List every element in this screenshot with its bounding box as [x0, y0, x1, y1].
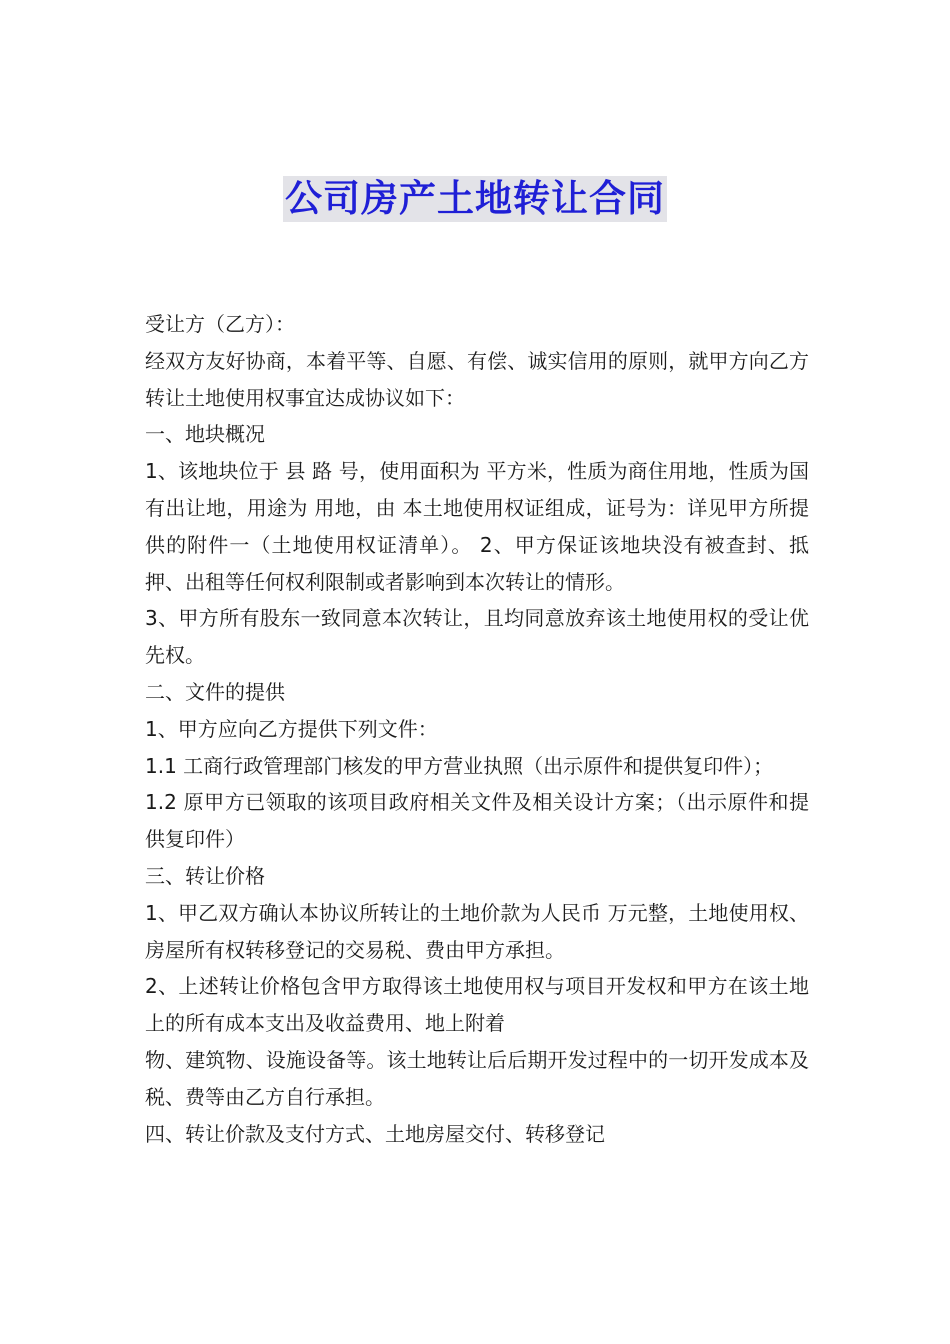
title-container [0, 176, 950, 222]
clause-1-1-and-2: 1、该地块位于 县 路 号，使用面积为 平方米，性质为商住用地，性质为国有出让地，用途为 用地，由 本土地使用权证组成，证号为：详见甲方所提供的附件一（土地使用权证清单）。 2、甲方保证该地块没有被查封、抵押、出租等任何权利限制或者影响到本次转让的情形。 [145, 459, 809, 594]
preamble-paragraph: 经双方友好协商，本着平等、自愿、有偿、诚实信用的原则，就甲方向乙方转让土地使用权事宜达成协议如下： [145, 348, 809, 410]
section-heading-2: 二、文件的提供 [145, 679, 285, 704]
section-heading-3: 三、转让价格 [145, 863, 265, 888]
section-heading-1: 一、地块概况 [145, 422, 265, 447]
document-title: 公司房产土地转让合同 [285, 177, 665, 220]
clause-3-2-part-b: 物、建筑物、设施设备等。该土地转让后后期开发过程中的一切开发成本及税、费等由乙方自行承担。 [145, 1047, 809, 1109]
clause-1-3: 3、甲方所有股东一致同意本次转让，且均同意放弃该土地使用权的受让优先权。 [145, 606, 809, 668]
clause-2-1-2: 1.2 原甲方已领取的该项目政府相关文件及相关设计方案；（出示原件和提供复印件） [145, 790, 809, 852]
document-body [145, 306, 809, 1152]
clause-2-1: 1、甲方应向乙方提供下列文件： [145, 716, 438, 741]
clause-2-1-1: 1.1 工商行政管理部门核发的甲方营业执照（出示原件和提供复印件）； [145, 753, 774, 778]
party-b-line: 受让方（乙方）： [145, 312, 295, 336]
clause-3-2-part-a: 2、上述转让价格包含甲方取得该土地使用权与项目开发权和甲方在该土地上的所有成本支出及收益费用、地上附着 [145, 974, 809, 1036]
section-heading-4: 四、转让价款及支付方式、土地房屋交付、转移登记 [145, 1121, 605, 1146]
clause-3-1: 1、甲乙双方确认本协议所转让的土地价款为人民币 万元整，土地使用权、房屋所有权转移登记的交易税、费由甲方承担。 [145, 900, 809, 962]
